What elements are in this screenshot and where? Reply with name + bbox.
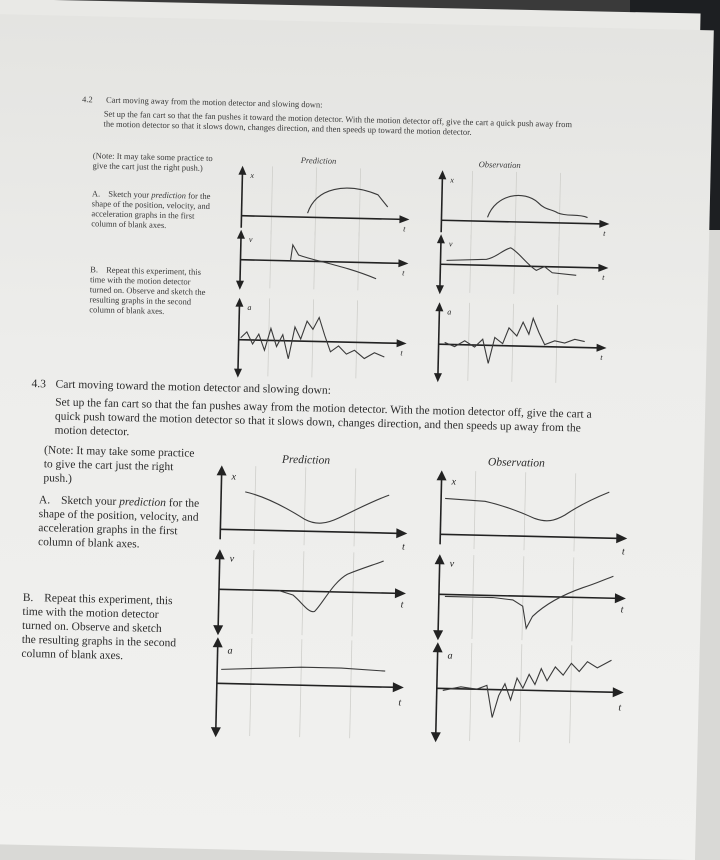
section-42-col-observation: Observation: [478, 159, 521, 171]
section-42-step-a-emph: prediction: [151, 189, 187, 201]
sketch-curve: [488, 195, 588, 220]
section-42-number: 4.2: [81, 94, 93, 105]
graph-42-prediction-x-tlabel: t: [403, 224, 406, 234]
graph-43-prediction-x-ylabel: x: [231, 471, 237, 483]
graph-43-observation-a-ylabel: a: [447, 650, 453, 662]
graph-43-prediction-v: [202, 549, 414, 640]
sketch-curve: [444, 316, 585, 365]
graph-43-observation-v: [422, 554, 634, 645]
graph-42-observation-x-tlabel: t: [603, 228, 606, 238]
section-43-step-a-rest: for the shape of the position, velocity, and acceleration graphs in the first column of blank axes.: [37, 497, 200, 551]
graph-43-observation-v-ylabel: v: [449, 558, 455, 570]
sketch-curve: [221, 665, 385, 673]
graph-43-prediction-x-tlabel: t: [401, 541, 405, 553]
graph-43-observation-a-tlabel: t: [618, 702, 622, 714]
section-43-col-prediction: Prediction: [281, 453, 331, 467]
graph-43-observation-v-tlabel: t: [620, 604, 624, 616]
graph-43-prediction-a: [200, 637, 412, 742]
graph-42-observation-a-ylabel: a: [447, 307, 452, 317]
graph-42-observation-a: [424, 302, 616, 386]
graph-42-prediction-a-tlabel: t: [400, 348, 403, 358]
section-42-intro: Set up the fan cart so that the fan pushes it toward the motion detector. With the motion detector off, give the cart a quick push away from the motion detector so that it slows down, changes direction, and then speeds up toward the motion detector.: [103, 108, 573, 137]
graph-43-observation-x-ylabel: x: [451, 476, 457, 488]
section-42-step-a: [91, 188, 222, 231]
section-43-step-b-text: Repeat this experiment, this time with the motion detector turned on. Observe and sketch the resulting graphs in the second column of blank axes.: [21, 592, 177, 663]
graph-43-observation-x-tlabel: t: [621, 546, 625, 558]
section-42-title: Cart moving away from the motion detector and slowing down:: [105, 94, 323, 110]
section-42-col-prediction: Prediction: [300, 155, 337, 166]
graph-42-observation-a-tlabel: t: [600, 352, 603, 362]
graph-42-prediction-v-ylabel: v: [248, 234, 253, 244]
section-43-step-a-prefix: Sketch your: [60, 494, 120, 509]
graph-43-prediction-a-ylabel: a: [227, 645, 233, 657]
graph-43-prediction-x: [204, 465, 416, 553]
sketch-curve: [245, 492, 390, 525]
section-43-step-b: [21, 591, 179, 665]
worksheet-page: [0, 14, 714, 860]
section-42-step-b-text: Repeat this experiment, this time with the motion detector turned on. Observe and sketch the resulting graphs in the second column of blank axes.: [89, 264, 206, 316]
section-43-col-observation: Observation: [487, 456, 545, 470]
graph-42-prediction-v-tlabel: t: [402, 268, 405, 278]
section-43-step-a: [38, 493, 205, 553]
graph-43-prediction-v-ylabel: v: [229, 553, 235, 565]
graph-42-observation-x-ylabel: x: [450, 175, 455, 185]
graph-42-prediction-x: [227, 165, 419, 239]
section-42-step-a-label: A.: [91, 188, 101, 199]
section-42-step-a-prefix: Sketch your: [108, 188, 152, 200]
section-43-step-a-emph: prediction: [119, 496, 167, 510]
sketch-curve: [442, 656, 611, 720]
sketch-curve: [279, 559, 384, 614]
graph-42-observation-v-tlabel: t: [602, 272, 605, 282]
graph-43-prediction-v-tlabel: t: [400, 599, 404, 611]
section-43-title: Cart moving toward the motion detector and slowing down:: [55, 378, 332, 397]
graph-42-prediction-a-ylabel: a: [247, 302, 252, 312]
sketch-curve: [445, 488, 610, 522]
graph-43-observation-a: [420, 642, 632, 747]
graph-42-prediction-x-ylabel: x: [250, 170, 255, 180]
section-42-step-a-rest: for the shape of the position, velocity, and acceleration graphs in the first column of blank axes.: [91, 190, 211, 231]
graph-42-observation-x: [427, 170, 619, 244]
section-43-intro: Set up the fan cart so that the fan pushes away from the motion detector. With the motion detector off, give the cart a quick push toward the motion detector so that it slows down, changes direction, and then speeds up away from the motion detector.: [54, 396, 592, 439]
section-43-step-b-label: B.: [22, 591, 34, 605]
section-43-number: 4.3: [31, 377, 47, 391]
graph-42-observation-v-ylabel: v: [448, 239, 453, 249]
graph-43-prediction-a-tlabel: t: [398, 697, 402, 709]
section-42-step-b-label: B.: [90, 264, 99, 275]
section-43-step-a-label: A.: [38, 494, 51, 507]
sketch-curve: [444, 572, 613, 630]
graph-42-observation-v: [426, 234, 617, 298]
section-42-step-b: [89, 264, 212, 317]
graph-42-prediction-a: [224, 297, 416, 381]
graph-42-prediction-v: [226, 229, 417, 293]
graph-43-observation-x: [424, 470, 636, 558]
section-43-note: (Note: It may take some practice to give the cart just the right push.): [43, 444, 195, 485]
sketch-curve: [308, 187, 389, 215]
sketch-curve: [446, 246, 577, 275]
section-42-note: (Note: It may take some practice to give the cart just the right push.): [92, 150, 213, 173]
